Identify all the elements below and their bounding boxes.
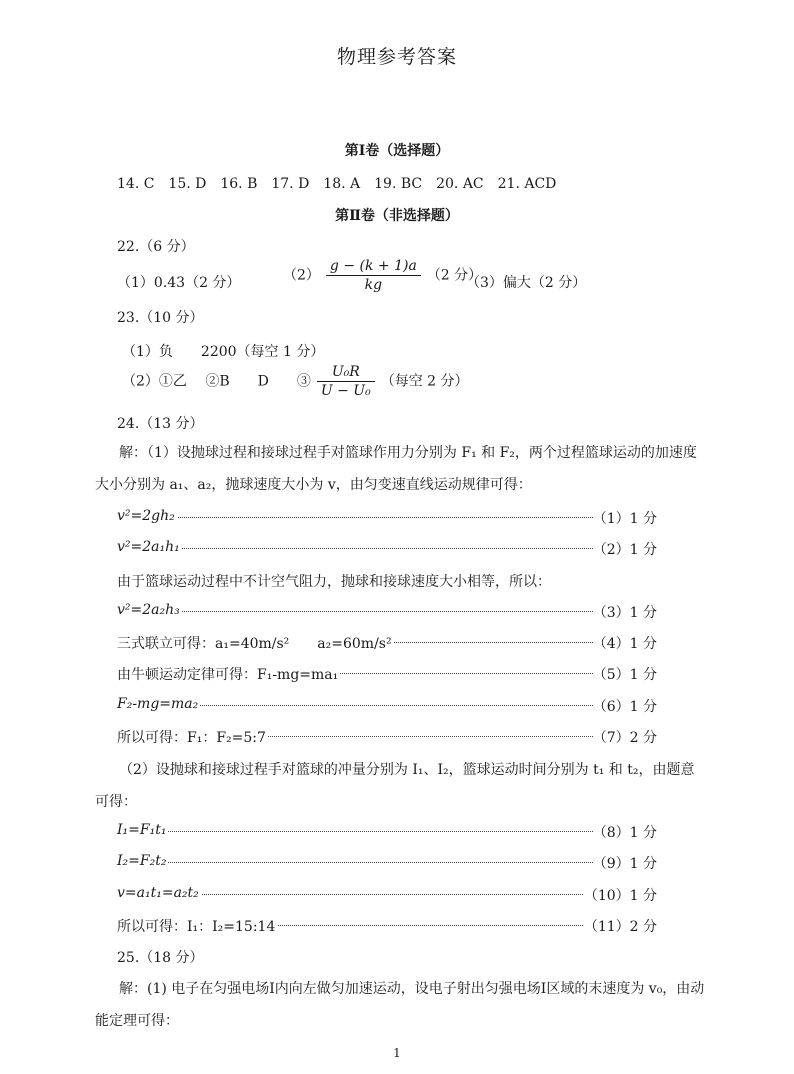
- q24-eq7-tag: （7）2 分: [593, 727, 657, 747]
- q24-eq9-tag: （9）1 分: [593, 853, 657, 873]
- q24-eq2: v²=2a₁h₁: [117, 539, 180, 555]
- q24-eq6: F₂-mg=ma₂: [117, 696, 199, 712]
- q24-eq7: 所以可得：F₁：F₂=5:7: [117, 727, 268, 747]
- q24-eq6-line: [117, 696, 657, 716]
- q24-eq11-tag: （11）2 分: [584, 916, 657, 936]
- q22-fraction: [326, 258, 421, 293]
- q24-eq9-line: [117, 853, 657, 873]
- q24-eq10-line: [117, 885, 657, 905]
- q23-fraction: [317, 364, 375, 399]
- q24-intro-text: 解：（1）设抛球过程和接球过程手对篮球作用力分别为 F₁ 和 F₂，两个过程篮球运动的加速度大小分别为 a₁、a₂，抛球速度大小为 v，由匀变速直线运动规律可得：: [95, 445, 697, 493]
- q23-header: 23.（10 分）: [117, 310, 204, 326]
- q23-part2-label: （2）①乙 ②B D ③: [122, 373, 311, 390]
- q24-eq1-line: [117, 508, 657, 528]
- q24-eq8: I₁=F₁t₁: [117, 822, 167, 838]
- q23-part2: [122, 364, 469, 399]
- q24-eq4: 三式联立可得：a₁=40m/s² a₂=60m/s²: [117, 633, 394, 653]
- section1-heading: 第Ⅰ卷（选择题）: [344, 143, 450, 159]
- q22-header: 22.（6 分）: [117, 239, 195, 255]
- q23-part2-score: （每空 2 分）: [380, 373, 469, 390]
- q24-part2: [95, 754, 705, 818]
- q24-part2-text: （2）设抛球和接球过程手对篮球的冲量分别为 I₁、I₂，篮球运动时间分别为 t₁ 和 t₂，由题意可得：: [95, 762, 695, 810]
- q24-eq11-line: [117, 916, 657, 936]
- q24-eq10-tag: （10）1 分: [584, 885, 657, 905]
- q25-intro-text: 解：(1) 电子在匀强电场Ⅰ内向左做匀加速运动，设电子射出匀强电场Ⅰ区域的末速度为 v₀，由动能定理可得：: [95, 981, 705, 1029]
- q25-header: 25.（18 分）: [117, 950, 204, 966]
- q22-part1: （1）0.43（2 分）: [117, 275, 241, 291]
- q24-eq8-line: [117, 822, 657, 842]
- q22-part2-score: （2 分）: [426, 267, 483, 284]
- q24-eq4-tag: （4）1 分: [593, 633, 657, 653]
- section2-heading: 第Ⅱ卷（非选择题）: [335, 208, 459, 224]
- q24-eq3-line: [117, 602, 657, 622]
- q24-eq3-tag: （3）1 分: [593, 602, 657, 622]
- q24-eq5-line: [117, 664, 657, 684]
- q23-fraction-numerator: U₀R: [317, 364, 375, 382]
- q24-note1: 由于篮球运动过程中不计空气阻力，抛球和接球速度大小相等，所以：: [117, 574, 551, 590]
- q24-eq5: 由牛顿运动定律可得：F₁-mg=ma₁: [117, 664, 340, 684]
- q24-eq2-tag: （2）1 分: [593, 539, 657, 559]
- q24-eq6-tag: （6）1 分: [593, 696, 657, 716]
- q22-fraction-numerator: g − (k + 1)a: [326, 258, 421, 276]
- q22-part2-label: （2）: [283, 267, 320, 284]
- q25-intro: [95, 973, 705, 1037]
- q24-intro: [95, 437, 705, 501]
- q24-eq9: I₂=F₂t₂: [117, 853, 167, 869]
- q24-eq11: 所以可得：I₁：I₂=15:14: [117, 916, 277, 936]
- q22-fraction-denominator: kg: [364, 277, 383, 293]
- q24-eq4-line: [117, 633, 657, 653]
- q23-fraction-denominator: U − U₀: [320, 383, 371, 399]
- q24-eq7-line: [117, 727, 657, 747]
- q24-eq1-tag: （1）1 分: [593, 508, 657, 528]
- q24-eq3: v²=2a₂h₃: [117, 602, 180, 618]
- q24-eq2-line: [117, 539, 657, 559]
- q24-header: 24.（13 分）: [117, 416, 204, 432]
- page-number: 1: [393, 1046, 401, 1060]
- q24-eq1: v²=2gh₂: [117, 508, 175, 524]
- q22-part2: [283, 258, 482, 293]
- q24-eq5-tag: （5）1 分: [593, 664, 657, 684]
- q24-eq8-tag: （8）1 分: [593, 822, 657, 842]
- page-title: 物理参考答案: [336, 46, 457, 68]
- choice-answers: 14. C 15. D 16. B 17. D 18. A 19. BC 20. AC 21. ACD: [117, 176, 557, 192]
- q22-part3: （3）偏大（2 分）: [466, 275, 587, 291]
- q23-part1: （1）负 2200（每空 1 分）: [122, 344, 325, 360]
- q24-eq10: v=a₁t₁=a₂t₂: [117, 885, 199, 901]
